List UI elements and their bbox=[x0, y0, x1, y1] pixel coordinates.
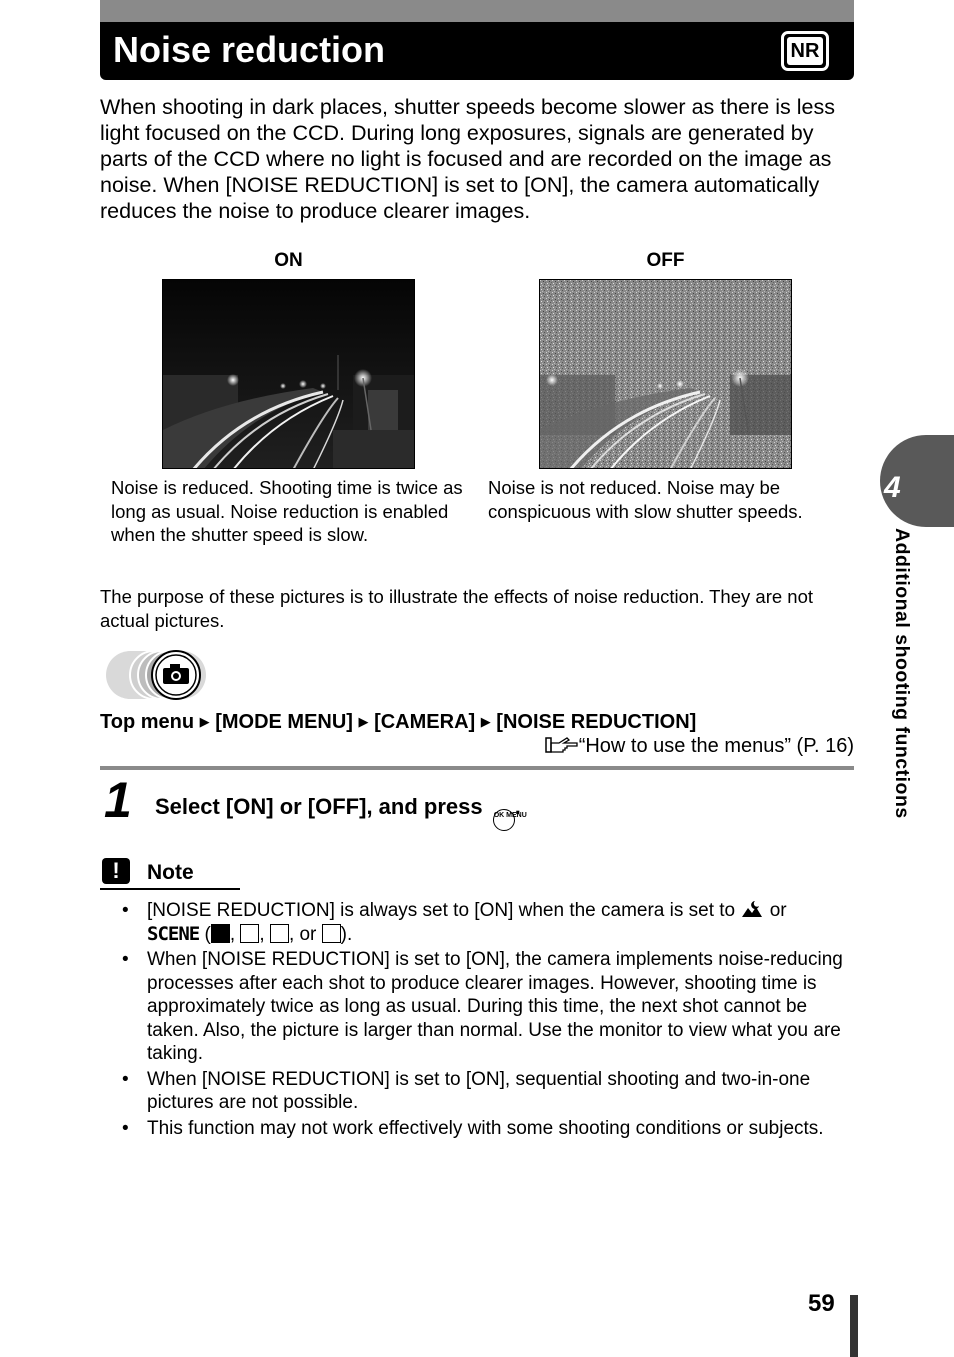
chapter-label: Additional shooting functions bbox=[891, 528, 913, 819]
camera-mode-icon bbox=[102, 647, 214, 703]
bullet-4-text: This function may not work effectively with some shooting conditions or subjects. bbox=[147, 1117, 824, 1139]
menu-path-noise-reduction: [NOISE REDUCTION] bbox=[496, 711, 697, 733]
reference-hand-icon bbox=[545, 735, 579, 755]
bullet-1-text-d: , bbox=[229, 923, 236, 945]
step-end: . bbox=[514, 794, 521, 819]
bullet-1-text-c: ( bbox=[204, 923, 211, 945]
page-title: Noise reduction bbox=[113, 29, 386, 70]
off-caption: Noise is not reduced. Noise may be conspicuous with slow shutter speeds. bbox=[488, 477, 803, 522]
list-item: • When [NOISE REDUCTION] is set to [ON], sequential shooting and two-in-one pictures are not possible. bbox=[122, 1068, 811, 1113]
night-scene-icon bbox=[740, 899, 764, 918]
step-instruction bbox=[155, 793, 527, 831]
bullet-2-text: When [NOISE REDUCTION] is set to [ON], the camera implements noise-reducing processes after each shot to produce clearer images. However, shooting time is approximately twice as long as usual. During this time, the next shot cannot be taken. Also, the picture is larger than normal. Use the monitor to view what you are taking. bbox=[147, 949, 843, 1064]
menu-path-mode-menu: [MODE MENU] bbox=[215, 711, 353, 733]
ok-menu-button-icon: OK MENU bbox=[493, 809, 515, 831]
off-label: OFF bbox=[646, 250, 685, 271]
intro-paragraph: When shooting in dark places, shutter speeds become slower as there is less light focused on the CCD. During long exposures, signals are generated by parts of the CCD where no light is focused and are recorded on the image as noise. When [NOISE REDUCTION] is set to [ON], the camera automatically reduces the noise to produce clearer images. bbox=[100, 95, 835, 223]
bullet-1-text-g: ). bbox=[340, 923, 353, 945]
menu-path-top: Top menu bbox=[100, 711, 195, 733]
menu-path-camera: [CAMERA] bbox=[374, 711, 476, 733]
disclaimer: The purpose of these pictures is to illustrate the effects of noise reduction. They are not actual pictures. bbox=[100, 586, 813, 631]
menu-reference bbox=[545, 733, 854, 759]
fireworks-icon bbox=[240, 924, 259, 943]
arrow-right-icon: ▶ bbox=[199, 714, 210, 729]
bullet-3-text: When [NOISE REDUCTION] is set to [ON], sequential shooting and two-in-one pictures are not possible. bbox=[147, 1068, 811, 1113]
chapter-number: 4 bbox=[884, 471, 901, 504]
title-band-top bbox=[100, 0, 854, 22]
on-caption: Noise is reduced. Shooting time is twice as long as usual. Noise reduction is enabled when the shutter speed is slow. bbox=[111, 477, 463, 545]
candle-icon bbox=[270, 924, 289, 943]
bullet-1-text-e: , bbox=[259, 923, 265, 945]
bullet-1-text-b: or bbox=[769, 900, 787, 921]
on-label: ON bbox=[274, 250, 303, 271]
menu-path bbox=[100, 709, 696, 735]
step-number: 1 bbox=[104, 772, 132, 828]
bullet-1-text-a: [NOISE REDUCTION] is always set to [ON] when the camera is set to bbox=[147, 900, 736, 921]
step-instruction-text: Select [ON] or [OFF], and press bbox=[155, 794, 483, 819]
scene-mode-label: SCENE bbox=[147, 922, 200, 945]
menu-reference-text: “How to use the menus” (P. 16) bbox=[578, 735, 854, 757]
arrow-right-icon: ▶ bbox=[480, 714, 491, 729]
list-item: • [NOISE REDUCTION] is always set to [ON] when the camera is set to or SCENE ( , , , or ). bbox=[122, 900, 787, 945]
arrow-right-icon: ▶ bbox=[358, 714, 369, 729]
nr-badge-label: NR bbox=[787, 37, 823, 65]
note-underline bbox=[100, 888, 240, 890]
bullet-1-text-f: , or bbox=[288, 923, 317, 945]
section-divider bbox=[100, 766, 854, 770]
noise-reduced-photo bbox=[162, 279, 415, 469]
note-list bbox=[122, 899, 857, 1142]
note-icon: ! bbox=[102, 858, 130, 884]
night-portrait-icon bbox=[211, 924, 230, 943]
note-title: Note bbox=[147, 861, 194, 884]
noise-visible-photo bbox=[539, 279, 792, 469]
sunset-icon bbox=[322, 924, 341, 943]
page-edge-bar bbox=[850, 1295, 858, 1357]
list-item: • This function may not work effectively with some shooting conditions or subjects. bbox=[122, 1117, 824, 1139]
list-item: • When [NOISE REDUCTION] is set to [ON], the camera implements noise-reducing processes after each shot to produce clearer images. However, shooting time is approximately twice as long as usual. During this time, the next shot cannot be taken. Also, the picture is larger than normal. Use the monitor to view what you are taking. bbox=[122, 949, 843, 1064]
noise-reduction-icon bbox=[781, 31, 829, 71]
page-number: 59 bbox=[808, 1290, 835, 1317]
